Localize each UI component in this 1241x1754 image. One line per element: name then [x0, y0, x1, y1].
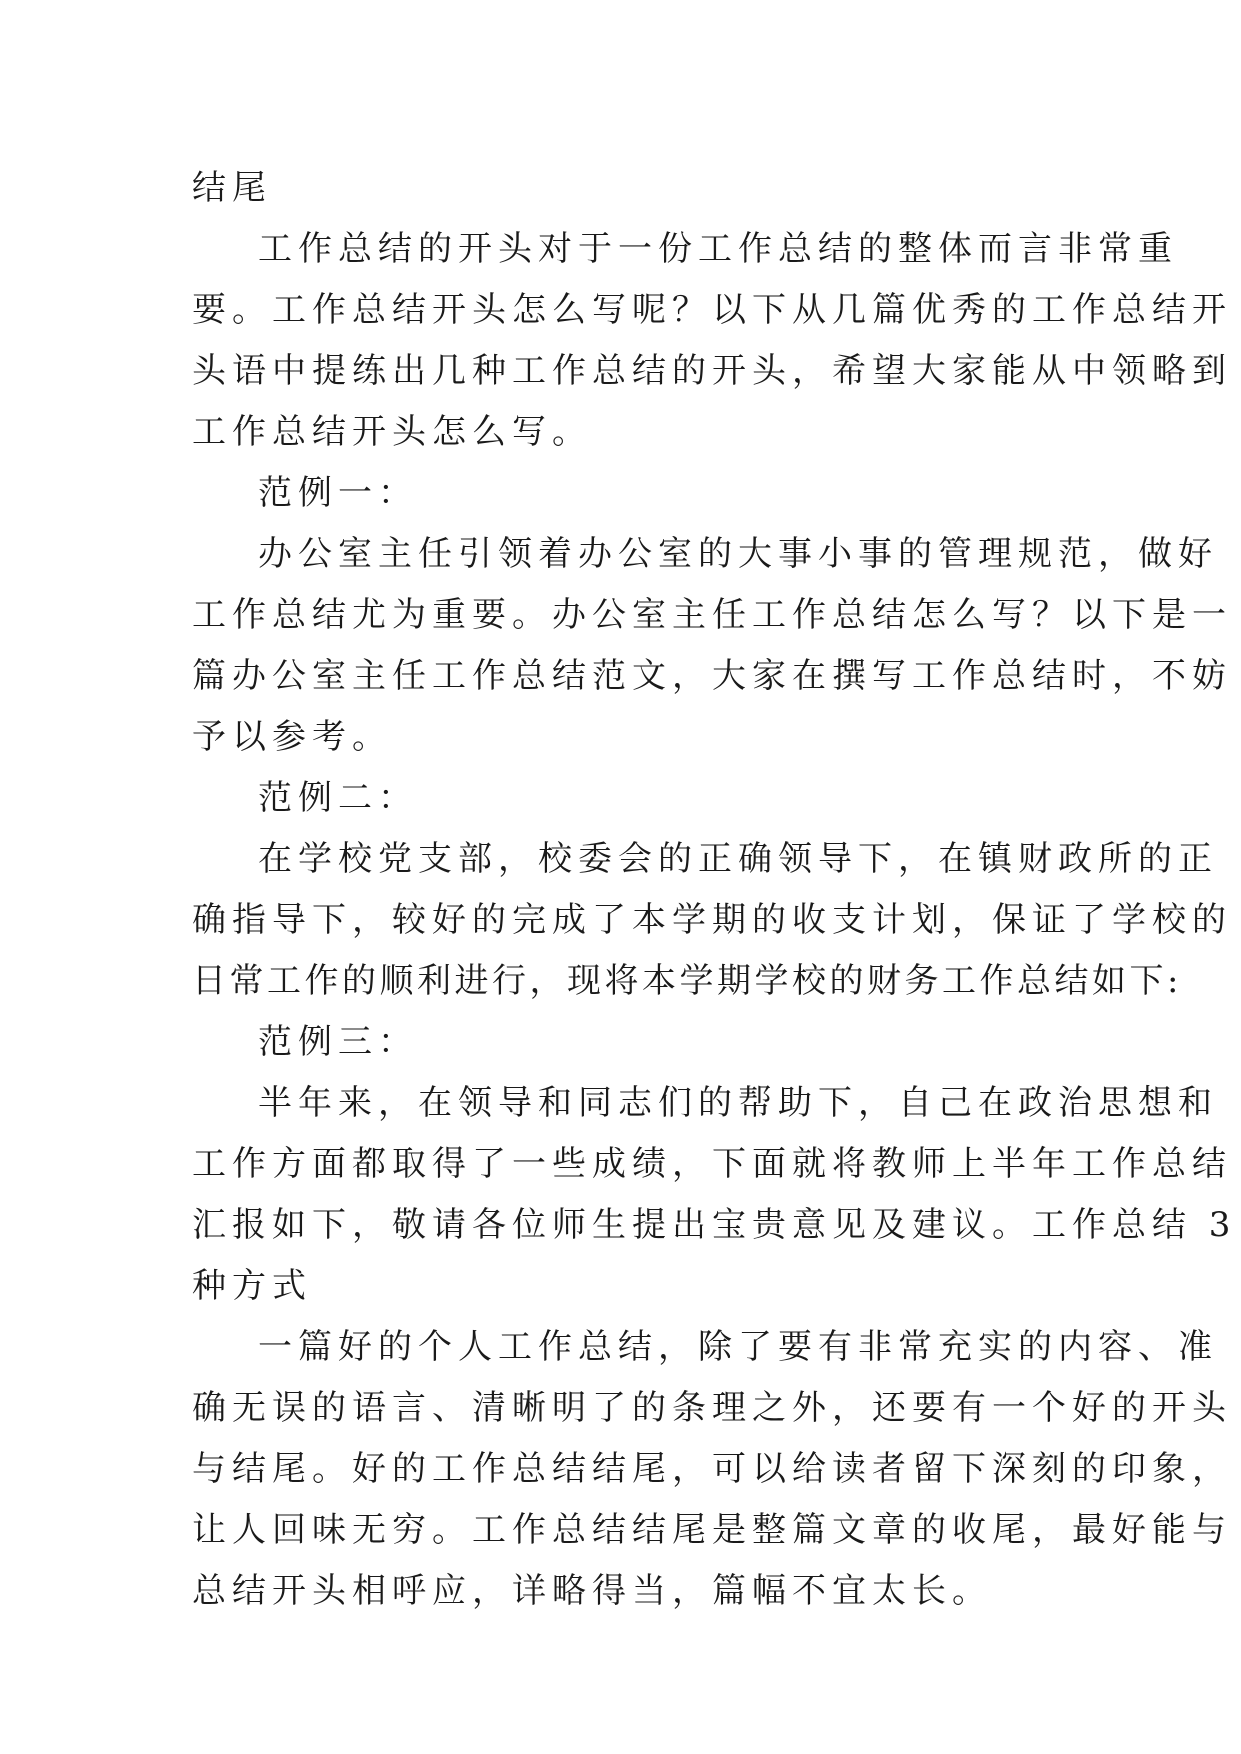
text-line: 工作方面都取得了一些成绩，下面就将教师上半年工作总结 — [192, 1144, 1232, 1184]
paragraph-start-line: 在学校党支部，校委会的正确领导下，在镇财政所的正 — [258, 839, 1218, 879]
text-line: 总结开头相呼应，详略得当，篇幅不宜太长。 — [192, 1571, 992, 1611]
text-line: 要。工作总结开头怎么写呢？以下从几篇优秀的工作总结开 — [192, 290, 1232, 330]
text-line: 予以参考。 — [192, 717, 392, 757]
text-line: 结尾 — [192, 168, 272, 208]
paragraph-start-line: 工作总结的开头对于一份工作总结的整体而言非常重 — [258, 229, 1178, 269]
example-heading: 范例三： — [258, 1022, 418, 1062]
document-body — [192, 158, 1237, 1622]
paragraph-start-line: 办公室主任引领着办公室的大事小事的管理规范，做好 — [258, 534, 1218, 574]
text-line: 与结尾。好的工作总结结尾，可以给读者留下深刻的印象， — [192, 1449, 1232, 1489]
example-heading: 范例二： — [258, 778, 418, 818]
text-line: 工作总结尤为重要。办公室主任工作总结怎么写？以下是一 — [192, 595, 1232, 635]
paragraph-start-line: 半年来，在领导和同志们的帮助下，自己在政治思想和 — [258, 1083, 1218, 1123]
text-line: 日常工作的顺利进行，现将本学期学校的财务工作总结如下: — [192, 961, 1182, 1001]
text-line: 让人回味无穷。工作总结结尾是整篇文章的收尾，最好能与 — [192, 1510, 1232, 1550]
paragraph-start-line: 一篇好的个人工作总结，除了要有非常充实的内容、准 — [258, 1327, 1218, 1367]
text-line: 工作总结开头怎么写。 — [192, 412, 592, 452]
example-heading: 范例一： — [258, 473, 418, 513]
text-line: 种方式 — [192, 1266, 312, 1306]
text-line: 篇办公室主任工作总结范文，大家在撰写工作总结时，不妨 — [192, 656, 1232, 696]
text-line: 汇报如下，敬请各位师生提出宝贵意见及建议。工作总结 3 — [192, 1205, 1237, 1245]
text-line: 确无误的语言、清晰明了的条理之外，还要有一个好的开头 — [192, 1388, 1232, 1428]
text-line: 头语中提练出几种工作总结的开头，希望大家能从中领略到 — [192, 351, 1232, 391]
text-line: 确指导下，较好的完成了本学期的收支计划，保证了学校的 — [192, 900, 1232, 940]
